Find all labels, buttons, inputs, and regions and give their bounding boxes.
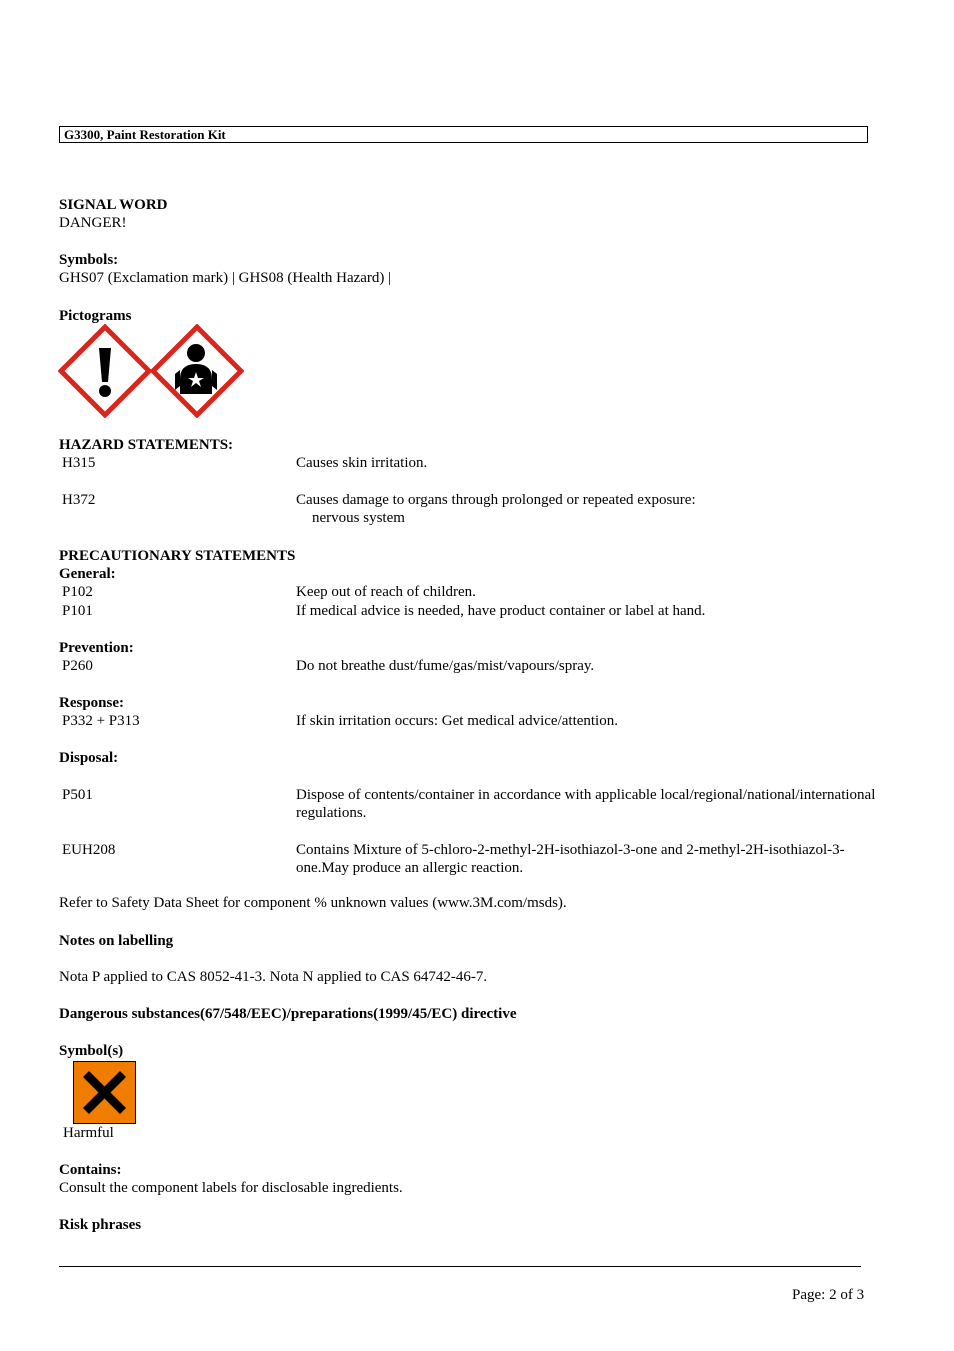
hazard-code: H315 [62, 455, 96, 471]
harmful-label: Harmful [63, 1125, 114, 1141]
refer-sds-note: Refer to Safety Data Sheet for component % unknown values (www.3M.com/msds). [59, 895, 567, 911]
precautionary-code: P501 [62, 787, 93, 803]
document-header [59, 126, 868, 143]
risk-phrases-heading: Risk phrases [59, 1217, 142, 1233]
hazard-code: H372 [62, 492, 96, 508]
page-number: Page: 2 of 3 [792, 1287, 865, 1303]
notes-on-labelling-text: Nota P applied to CAS 8052-41-3. Nota N applied to CAS 64742-46-7. [59, 969, 488, 985]
precautionary-text: Do not breathe dust/fume/gas/mist/vapours/spray. [296, 658, 595, 674]
contains-heading: Contains: [59, 1162, 122, 1178]
response-heading: Response: [59, 695, 125, 711]
precautionary-code: EUH208 [62, 842, 116, 858]
document-title: G3300, Paint Restoration Kit [64, 127, 226, 142]
signal-word-heading: SIGNAL WORD [59, 197, 168, 213]
health-hazard-pictogram-icon [150, 324, 244, 418]
precautionary-code: P260 [62, 658, 93, 674]
exclamation-mark-pictogram-icon [58, 324, 152, 418]
disposal-heading: Disposal: [59, 750, 119, 766]
precautionary-text: Contains Mixture of 5-chloro-2-methyl-2H-isothiazol-3-one and 2-methyl-2H-isothiazol-3- [296, 842, 845, 858]
general-heading: General: [59, 566, 116, 582]
footer-divider [59, 1266, 861, 1267]
harmful-x-icon [73, 1061, 136, 1124]
prevention-heading: Prevention: [59, 640, 134, 656]
hazard-text-continued: nervous system [312, 510, 405, 526]
precautionary-text: Keep out of reach of children. [296, 584, 476, 600]
precautionary-code: P101 [62, 603, 93, 619]
symbols-eu-heading: Symbol(s) [59, 1043, 124, 1059]
contains-text: Consult the component labels for disclosable ingredients. [59, 1180, 403, 1196]
precautionary-text: If medical advice is needed, have product container or label at hand. [296, 603, 706, 619]
notes-on-labelling-heading: Notes on labelling [59, 933, 174, 949]
precautionary-code: P332 + P313 [62, 713, 140, 729]
dangerous-substances-heading: Dangerous substances(67/548/EEC)/preparations(1999/45/EC) directive [59, 1006, 517, 1022]
precautionary-text-continued: regulations. [296, 805, 367, 821]
hazard-text: Causes skin irritation. [296, 455, 428, 471]
precautionary-code: P102 [62, 584, 93, 600]
pictograms-heading: Pictograms [59, 308, 132, 324]
precautionary-text: Dispose of contents/container in accordance with applicable local/regional/national/international [296, 787, 876, 803]
symbols-heading: Symbols: [59, 252, 119, 268]
symbols-value: GHS07 (Exclamation mark) | GHS08 (Health Hazard) | [59, 270, 392, 286]
signal-word-value: DANGER! [59, 215, 127, 231]
precautionary-text: If skin irritation occurs: Get medical advice/attention. [296, 713, 618, 729]
precautionary-text-continued: one.May produce an allergic reaction. [296, 860, 524, 876]
precautionary-statements-heading: PRECAUTIONARY STATEMENTS [59, 548, 296, 564]
hazard-text: Causes damage to organs through prolonged or repeated exposure: [296, 492, 696, 508]
hazard-statements-heading: HAZARD STATEMENTS: [59, 437, 234, 453]
